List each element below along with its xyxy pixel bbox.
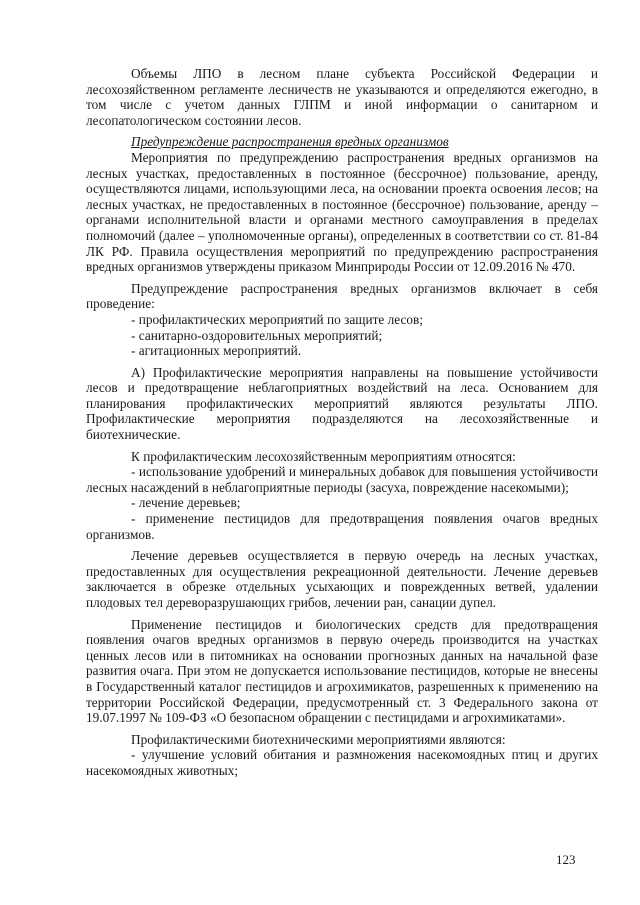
page-number: 123 xyxy=(556,852,576,867)
list-item: - санитарно-оздоровительных мероприятий; xyxy=(131,327,383,343)
paragraph-prevention-includes: Предупреждение распространения вредных организмов включает в себя проведение: xyxy=(86,280,598,312)
section-heading: Предупреждение распространения вредных организмов xyxy=(131,134,449,150)
paragraph-forestry-measures-intro: К профилактическим лесохозяйственным мероприятиям относятся: xyxy=(131,448,516,464)
paragraph-preventive-measures: А) Профилактические мероприятия направлены на повышение устойчивости лесов и предотвращение неблагоприятных воздействий на леса. Основанием для планирования профилактических мероприятий являются результаты ЛПО. Профилактические мероприятия подразделяются на лесохозяйственные и биотехнические. xyxy=(86,364,598,443)
paragraph-lpo-volumes: Объемы ЛПО в лесном плане субъекта Российской Федерации и лесохозяйственном регламенте лесничеств не указываются и определяются ежегодно, в том числе с учетом данных ГЛПМ и иной информации о санитарном и лесопатологическом состоянии лесов. xyxy=(86,66,598,128)
page-body xyxy=(86,66,598,779)
paragraph-biotechnical-intro: Профилактическими биотехническими мероприятиями являются: xyxy=(131,731,506,747)
paragraph-prevention-measures: Мероприятия по предупреждению распространения вредных организмов на лесных участках, предоставленных в постоянное (бессрочное) пользование, аренду, осуществляются лицами, использующими леса, на основании проекта освоения лесов; на лесных участках, не предоставленных в постоянное (бессрочное) пользование, аренду – органами исполнительной власти и органами местного самоуправления в пределах полномочий (далее – уполномоченные органы), определенных в соответствии со ст. 81-84 ЛК РФ. Правила осуществления мероприятий по предупреждению распространения вредных организмов утверждены приказом Минприроды России от 12.09.2016 № 470. xyxy=(86,149,598,275)
list-item: - применение пестицидов для предотвращения появления очагов вредных организмов. xyxy=(86,511,598,542)
list-item: - профилактических мероприятий по защите лесов; xyxy=(131,311,424,327)
paragraph-pesticides: Применение пестицидов и биологических средств для предотвращения появления очагов вредных организмов в первую очередь производится на участках ценных лесов или в питомниках на основании прогнозных данных на начальной фазе развития очага. При этом не допускается использование пестицидов, которые не внесены в Государственный каталог пестицидов и агрохимикатов, разрешенных к применению на территории Российской Федерации, предусмотренный ст. 3 Федерального закона от 19.07.1997 № 109-ФЗ «О безопасном обращении с пестицидами и агрохимикатами». xyxy=(86,616,598,726)
list-item: - улучшение условий обитания и размножения насекомоядных птиц и других насекомоядных животных; xyxy=(86,747,598,778)
list-item: - лечение деревьев; xyxy=(131,495,241,511)
list-item: - агитационных мероприятий. xyxy=(131,343,302,359)
list-item: - использование удобрений и минеральных добавок для повышения устойчивости лесных насаждений в неблагоприятные периоды (засуха, повреждение насекомыми); xyxy=(86,464,598,495)
paragraph-tree-treatment: Лечение деревьев осуществляется в первую очередь на лесных участках, предоставленных для осуществления рекреационной деятельности. Лечение деревьев заключается в обрезке отдельных усыхающих и поврежденных ветвей, удалении плодовых тел дереворазрушающих грибов, лечении ран, санации дупел. xyxy=(86,548,598,610)
